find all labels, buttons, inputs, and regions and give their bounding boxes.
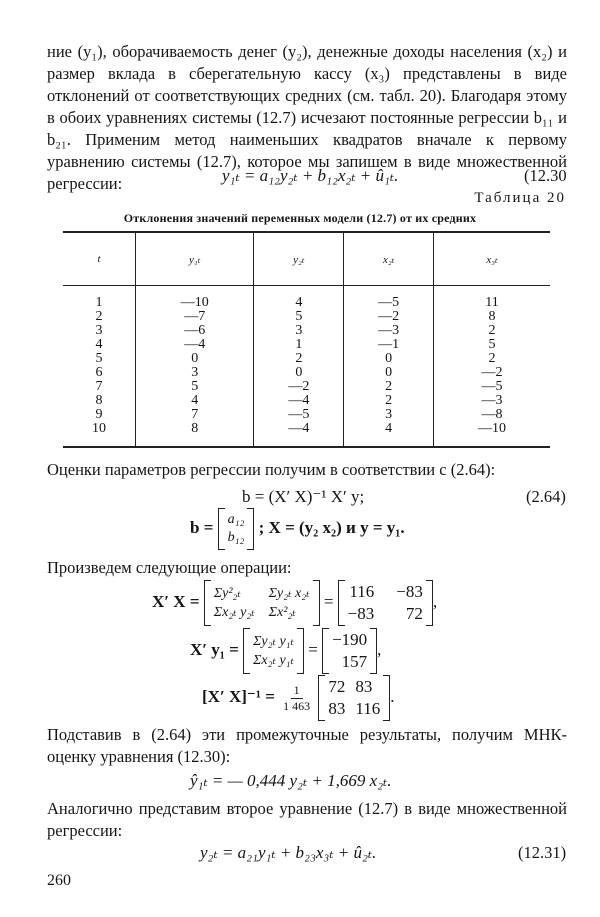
header-x2t: x₂ₜ bbox=[344, 232, 434, 286]
inverse-equation: [X′ X]⁻¹ = $\frac{1}{1 463}$ 72 83 83 116 . bbox=[202, 675, 395, 721]
table-title: Отклонения значений переменных модели (12.7) от их средних bbox=[123, 211, 477, 225]
b-definition bbox=[190, 508, 405, 550]
substitution-paragraph: Подставив в (2.64) эти промежуточные результаты, получим МНК-оценку уравнения (12.30): bbox=[47, 725, 567, 766]
table-cell: 4 bbox=[344, 422, 434, 447]
table-cell: 8 bbox=[136, 422, 254, 447]
inv-22: 116 bbox=[355, 699, 381, 718]
b-vector-row-1: a₁₂ bbox=[227, 512, 245, 527]
table-cell: —5 bbox=[344, 296, 434, 310]
header-x3t: x₃ₜ bbox=[434, 232, 550, 286]
table-cell: 2 bbox=[434, 324, 550, 338]
equation-12-31-number: (12.31) bbox=[518, 843, 567, 862]
table-cell: —4 bbox=[254, 394, 344, 408]
table-row bbox=[63, 394, 550, 408]
inverse-matrix bbox=[318, 675, 390, 721]
table-cell: 2 bbox=[254, 352, 344, 366]
table-cell: —2 bbox=[254, 380, 344, 394]
table-cell: —2 bbox=[434, 366, 550, 380]
table-cell: 3 bbox=[344, 408, 434, 422]
table-cell: 0 bbox=[254, 366, 344, 380]
header-t: t bbox=[63, 232, 136, 286]
table-cell: 2 bbox=[344, 380, 434, 394]
xtx-num-11: 116 bbox=[349, 582, 375, 601]
table-cell: —8 bbox=[434, 408, 550, 422]
table-cell: —3 bbox=[434, 394, 550, 408]
table-cell: 4 bbox=[95, 337, 103, 352]
inverse-fraction bbox=[283, 683, 310, 714]
table-cell: 2 bbox=[344, 394, 434, 408]
table-row bbox=[63, 366, 550, 380]
table-row bbox=[63, 408, 550, 422]
table-cell: 5 bbox=[95, 351, 103, 366]
table-cell: 11 bbox=[434, 296, 550, 310]
equation-12-30-number: (12.30 bbox=[524, 166, 567, 185]
table-row bbox=[63, 338, 550, 352]
xty-sym-2: Σx₂ₜ y₁ₜ bbox=[253, 653, 294, 668]
estimates-paragraph: Оценки параметров регрессии получим в соответствии с (2.64): bbox=[47, 460, 496, 479]
b-def-rest: ; X = (y₂ x₂) и y = y₁. bbox=[258, 517, 405, 537]
table-cell: 9 bbox=[95, 407, 103, 422]
table-row bbox=[63, 352, 550, 366]
xty-sym-1: Σy₂ₜ y₁ₜ bbox=[253, 634, 294, 649]
header-y2t: y₂ₜ bbox=[254, 232, 344, 286]
equation-2-64-number: (2.64) bbox=[526, 487, 566, 506]
header-y1t: y₁ₜ bbox=[136, 232, 254, 286]
table-cell: —5 bbox=[254, 408, 344, 422]
table-cell: —2 bbox=[344, 310, 434, 324]
table-cell: 8 bbox=[434, 310, 550, 324]
equation-12-30: y₁ₜ = a₁₂y₂ₜ + b₁₂x₂ₜ + û₁ₜ. bbox=[222, 166, 399, 185]
table-cell: 5 bbox=[136, 380, 254, 394]
table-cell: —4 bbox=[136, 338, 254, 352]
table-cell: 10 bbox=[92, 421, 106, 436]
xtx-symbolic-matrix bbox=[204, 580, 320, 626]
equation-2-64: b = (X′ X)⁻¹ X′ y; bbox=[242, 487, 365, 506]
b-vector-row-2: b₁₂ bbox=[227, 530, 245, 545]
table-cell: —7 bbox=[136, 310, 254, 324]
table-row bbox=[63, 310, 550, 324]
equation-12-31: y₂ₜ = a₂₁y₁ₜ + b₂₃x₃ₜ + û₂ₜ. bbox=[200, 843, 377, 862]
table-cell: 6 bbox=[95, 365, 103, 380]
b-vector bbox=[218, 508, 255, 550]
xtx-lhs: X′ X = bbox=[152, 591, 200, 611]
page-number: 260 bbox=[47, 872, 71, 889]
second-equation-paragraph: Аналогично представим второе уравнение (12.7) в виде множественной регрессии: bbox=[47, 799, 567, 840]
xty-lhs: X′ y₁ = bbox=[190, 639, 239, 659]
table-cell: 4 bbox=[136, 394, 254, 408]
xtx-sym-22: Σx²₂ₜ bbox=[268, 605, 296, 620]
xtx-equation: X′ X = Σy²₂ₜ Σy₂ₜ x₂ₜ Σx₂ₜ y₂ₜ Σx²₂ₜ = 116 −83 −83 72 , bbox=[152, 580, 437, 626]
xtx-num-22: 72 bbox=[405, 604, 423, 623]
b-def-lhs: b = bbox=[190, 517, 214, 537]
xty-equation: X′ y₁ = Σy₂ₜ y₁ₜ Σx₂ₜ y₁ₜ = −190 157 , bbox=[190, 628, 381, 674]
table-cell: 3 bbox=[136, 366, 254, 380]
xty-symbolic-vector bbox=[243, 628, 304, 674]
table-cell: 1 bbox=[95, 295, 103, 310]
intro-paragraph: ние (y₁), оборачиваемость денег (y₂), денежные доходы населения (x₂) и размер вклада в сберегательную кассу (x₃) представлены в виде отклонений от соответствующих средних (см. табл. 20). Благодаря этому в обоих уравнениях системы (12.7) исчезают постоянные регрессии b₁₁ и b₂₁. Применим метод наименьших квадратов вначале к первому уравнению системы (12.7), которое мы запишем в виде множественной регрессии: bbox=[47, 42, 567, 193]
table-cell: —5 bbox=[434, 380, 550, 394]
table-cell: 5 bbox=[434, 338, 550, 352]
table-cell: 7 bbox=[136, 408, 254, 422]
table-row bbox=[63, 380, 550, 394]
table-cell: 3 bbox=[254, 324, 344, 338]
xtx-num-12: −83 bbox=[396, 582, 423, 601]
xty-num-1: −190 bbox=[332, 630, 368, 649]
inv-11: 72 bbox=[328, 677, 346, 696]
table-cell: —10 bbox=[136, 296, 254, 310]
table-label: Таблица 20 bbox=[474, 190, 566, 206]
table-cell: 1 bbox=[254, 338, 344, 352]
table-cell: 3 bbox=[95, 323, 103, 338]
table-cell: —10 bbox=[434, 422, 550, 447]
inv-21: 83 bbox=[328, 699, 346, 718]
xtx-sym-12: Σy₂ₜ x₂ₜ bbox=[268, 586, 310, 601]
inverse-lhs: [X′ X]⁻¹ = bbox=[202, 686, 275, 706]
table-cell: —6 bbox=[136, 324, 254, 338]
table-cell: 0 bbox=[136, 352, 254, 366]
table-cell: 4 bbox=[254, 296, 344, 310]
table-cell: 7 bbox=[95, 379, 103, 394]
xty-num-2: 157 bbox=[341, 652, 368, 671]
table-body bbox=[63, 286, 550, 448]
table-cell: —1 bbox=[344, 338, 434, 352]
inv-12: 83 bbox=[355, 677, 373, 696]
inverse-fraction-numerator: 1 bbox=[291, 683, 303, 699]
table-cell: 0 bbox=[344, 352, 434, 366]
table-row bbox=[63, 422, 550, 447]
table-cell: —3 bbox=[344, 324, 434, 338]
table-row bbox=[63, 296, 550, 310]
table-cell: 2 bbox=[434, 352, 550, 366]
xty-numeric-vector bbox=[322, 628, 377, 674]
table-header-row bbox=[63, 232, 550, 286]
table-row bbox=[63, 324, 550, 338]
mnk-estimate-equation: ŷ₁ₜ = — 0,444 y₂ₜ + 1,669 x₂ₜ. bbox=[190, 771, 392, 790]
table-cell: —4 bbox=[254, 422, 344, 447]
xtx-sym-11: Σy²₂ₜ bbox=[213, 586, 241, 601]
table-cell: 8 bbox=[95, 393, 103, 408]
operations-paragraph: Произведем следующие операции: bbox=[47, 558, 292, 577]
xtx-num-21: −83 bbox=[347, 604, 375, 623]
inverse-fraction-denominator: 1 463 bbox=[283, 698, 311, 713]
xtx-numeric-matrix bbox=[338, 580, 433, 626]
table-cell: 0 bbox=[344, 366, 434, 380]
table-cell: 2 bbox=[95, 309, 103, 324]
deviation-table bbox=[63, 231, 550, 448]
xtx-sym-21: Σx₂ₜ y₂ₜ bbox=[213, 605, 255, 620]
table-cell: 5 bbox=[254, 310, 344, 324]
